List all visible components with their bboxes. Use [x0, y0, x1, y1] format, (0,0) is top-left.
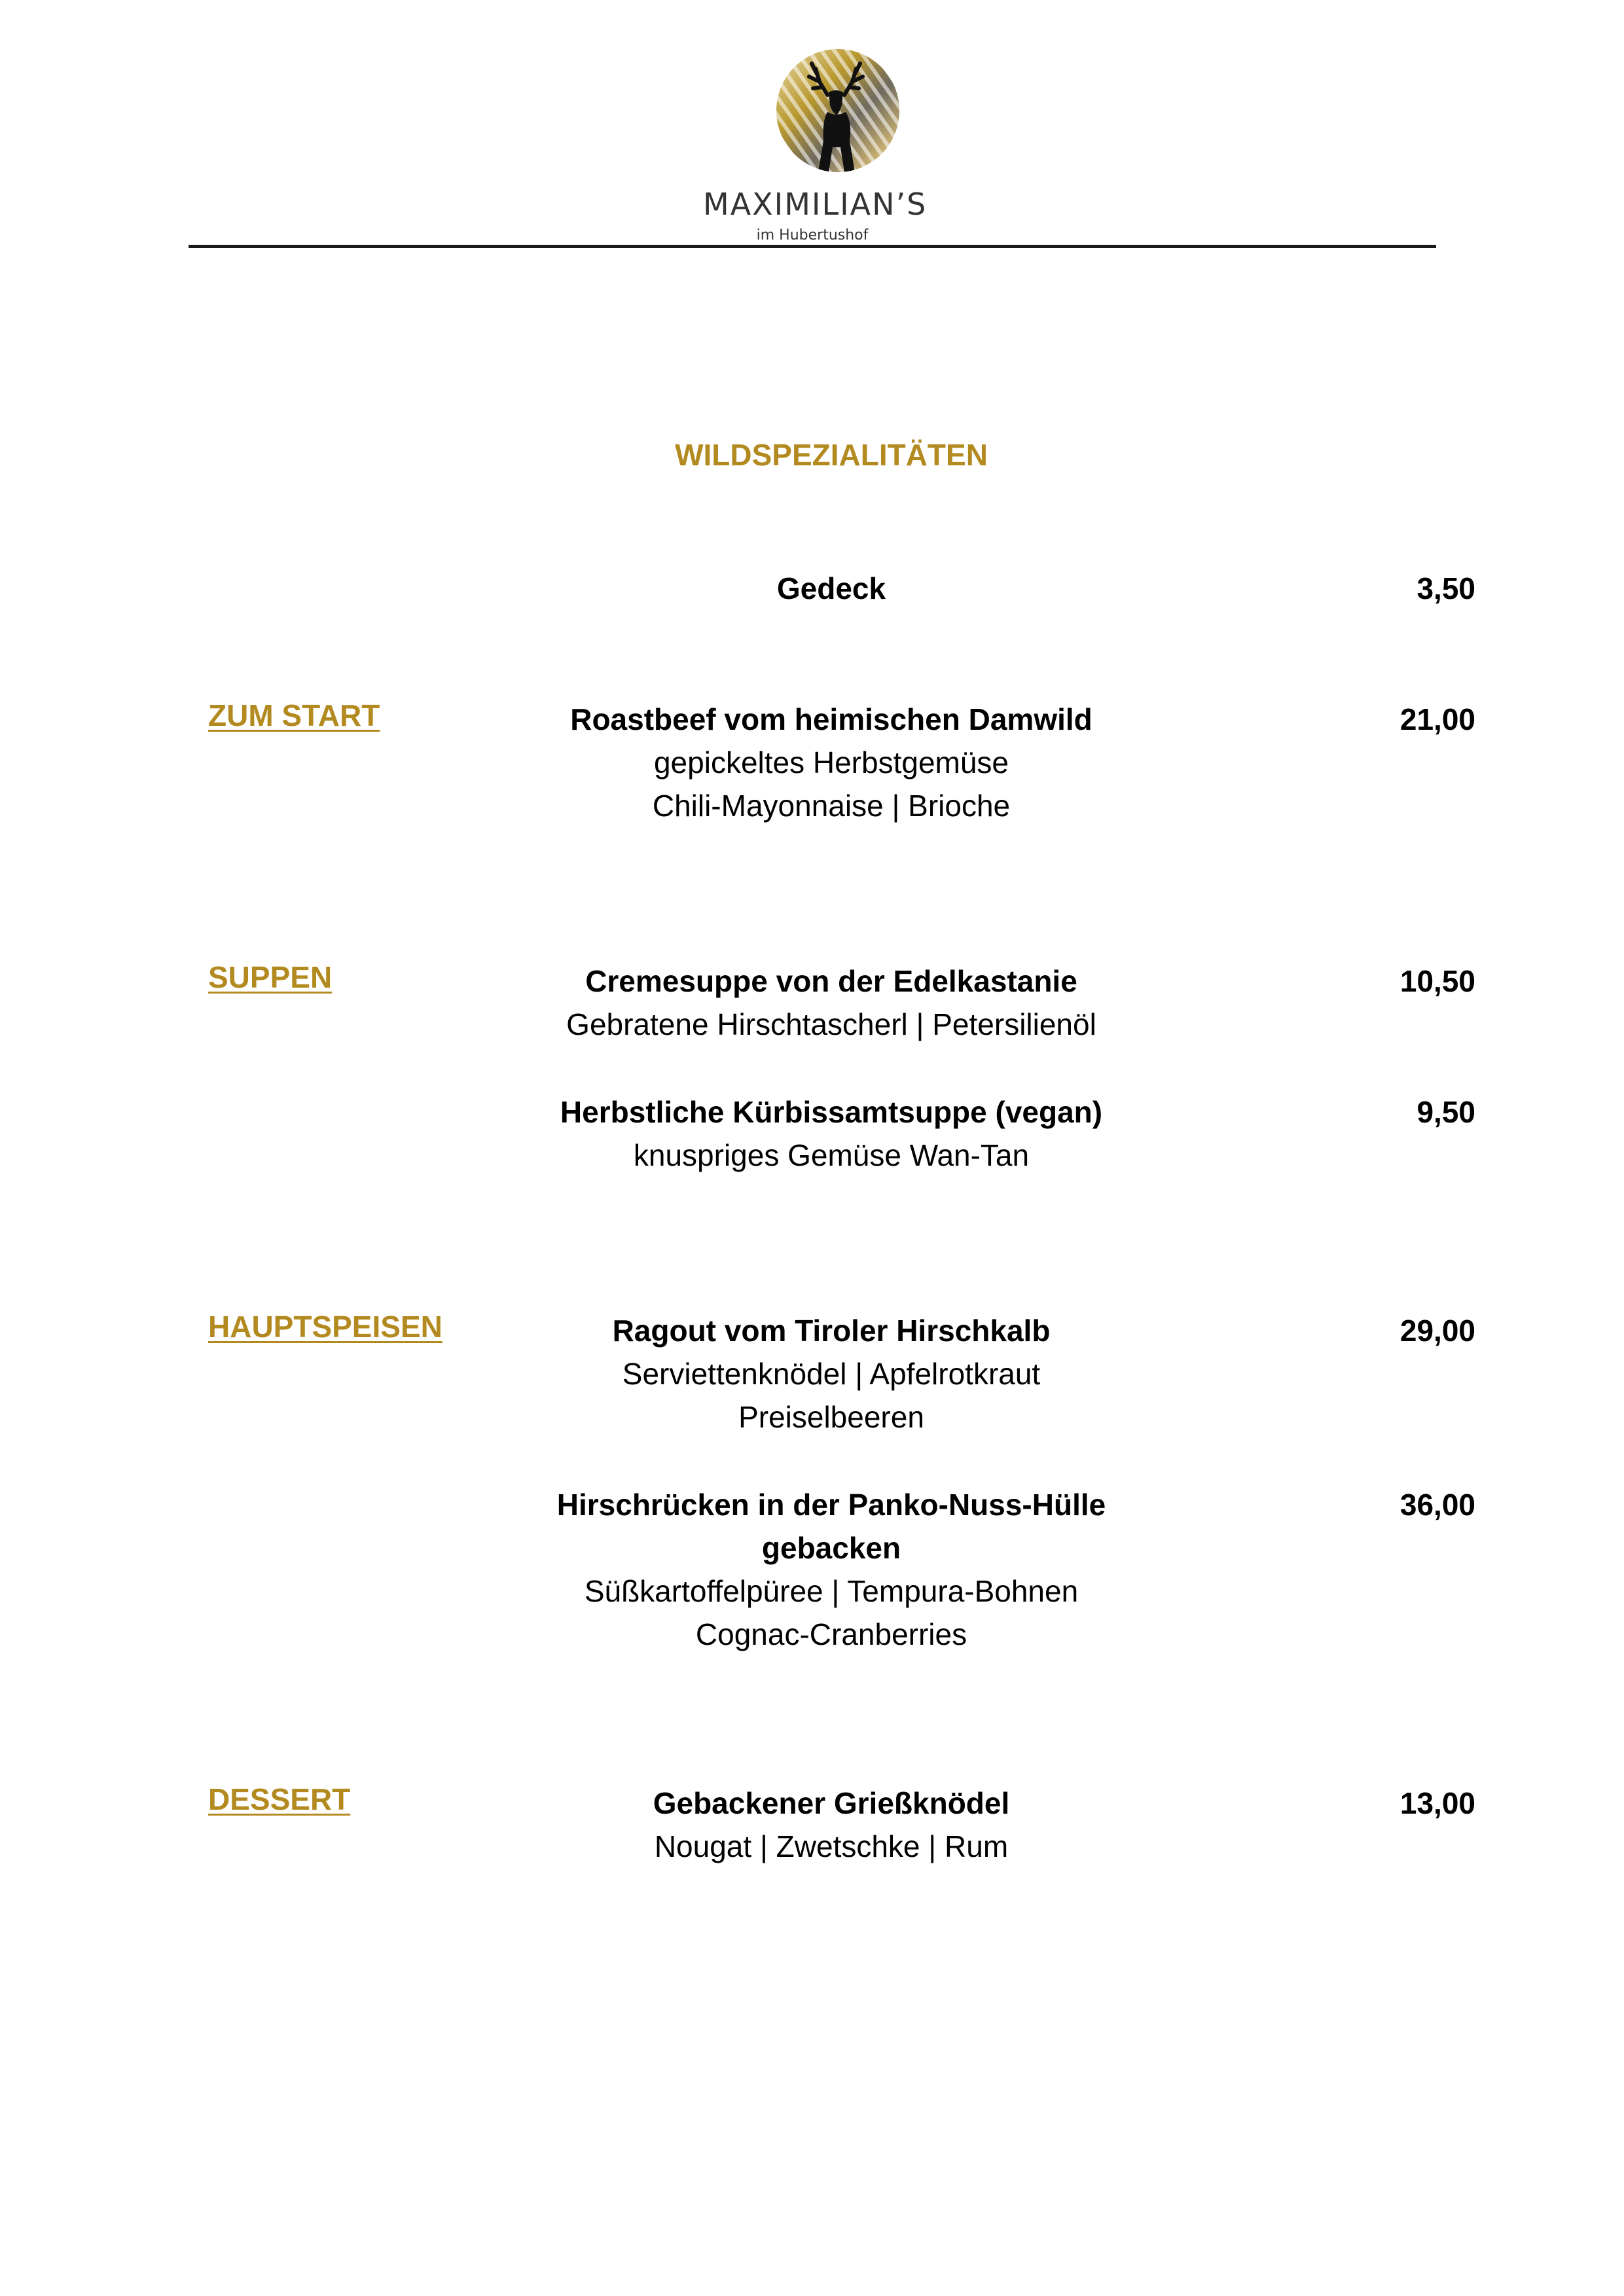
- dish-price: 9,50: [1416, 1095, 1475, 1129]
- stag-logo-icon: [776, 49, 899, 172]
- dish-name: gebacken: [761, 1531, 901, 1565]
- dish-description: Nougat | Zwetschke | Rum: [654, 1829, 1009, 1863]
- dish-name: Gebackener Grießknödel: [653, 1786, 1010, 1820]
- dish-roastbeef: [511, 698, 1152, 827]
- dish-name: Roastbeef vom heimischen Damwild: [570, 702, 1092, 736]
- cover-charge: [511, 567, 1152, 610]
- restaurant-logo: [703, 49, 928, 243]
- section-label-suppen[interactable]: SUPPEN: [208, 960, 333, 994]
- section-label-zum-start[interactable]: ZUM START: [208, 698, 380, 732]
- dish-price: 36,00: [1399, 1488, 1475, 1522]
- dish-description: Chili-Mayonnaise | Brioche: [652, 789, 1011, 823]
- dish-name: Cremesuppe von der Edelkastanie: [585, 964, 1077, 998]
- dish-hirschruecken: [511, 1483, 1152, 1656]
- dish-price: 13,00: [1399, 1786, 1475, 1820]
- header-divider: [189, 245, 1436, 248]
- dish-name: Hirschrücken in der Panko-Nuss-Hülle: [556, 1488, 1106, 1522]
- dish-description: gepickeltes Herbstgemüse: [653, 745, 1009, 780]
- dish-ragout: [511, 1309, 1152, 1439]
- brand-subtitle: im Hubertushof: [756, 227, 869, 243]
- dish-description: Gebratene Hirschtascherl | Petersilienöl: [566, 1007, 1096, 1041]
- dish-description: Preiselbeeren: [738, 1400, 924, 1434]
- menu-title: WILDSPEZIALITÄTEN: [675, 438, 988, 472]
- dish-price: 21,00: [1399, 702, 1475, 736]
- dish-description: Süßkartoffelpüree | Tempura-Bohnen: [584, 1574, 1079, 1608]
- dish-name: Gedeck: [776, 571, 886, 605]
- dish-description: Serviettenknödel | Apfelrotkraut: [622, 1357, 1041, 1391]
- section-label-dessert[interactable]: DESSERT: [208, 1782, 351, 1816]
- dish-kuerbissuppe: [511, 1090, 1152, 1177]
- brand-name: MAXIMILIAN’S: [703, 187, 928, 222]
- dish-cremesuppe: [511, 960, 1152, 1046]
- dish-name: Ragout vom Tiroler Hirschkalb: [612, 1314, 1051, 1348]
- dish-description: Cognac-Cranberries: [695, 1617, 967, 1651]
- section-label-hauptspeisen[interactable]: HAUPTSPEISEN: [208, 1310, 442, 1344]
- dish-griessknoedel: [511, 1782, 1152, 1868]
- dish-price: 29,00: [1399, 1314, 1475, 1348]
- dish-name: Herbstliche Kürbissamtsuppe (vegan): [560, 1095, 1103, 1129]
- cover-price: 3,50: [1416, 571, 1475, 605]
- dish-description: knuspriges Gemüse Wan-Tan: [633, 1138, 1030, 1172]
- dish-price: 10,50: [1399, 964, 1475, 998]
- stag-silhouette-icon: [776, 49, 899, 172]
